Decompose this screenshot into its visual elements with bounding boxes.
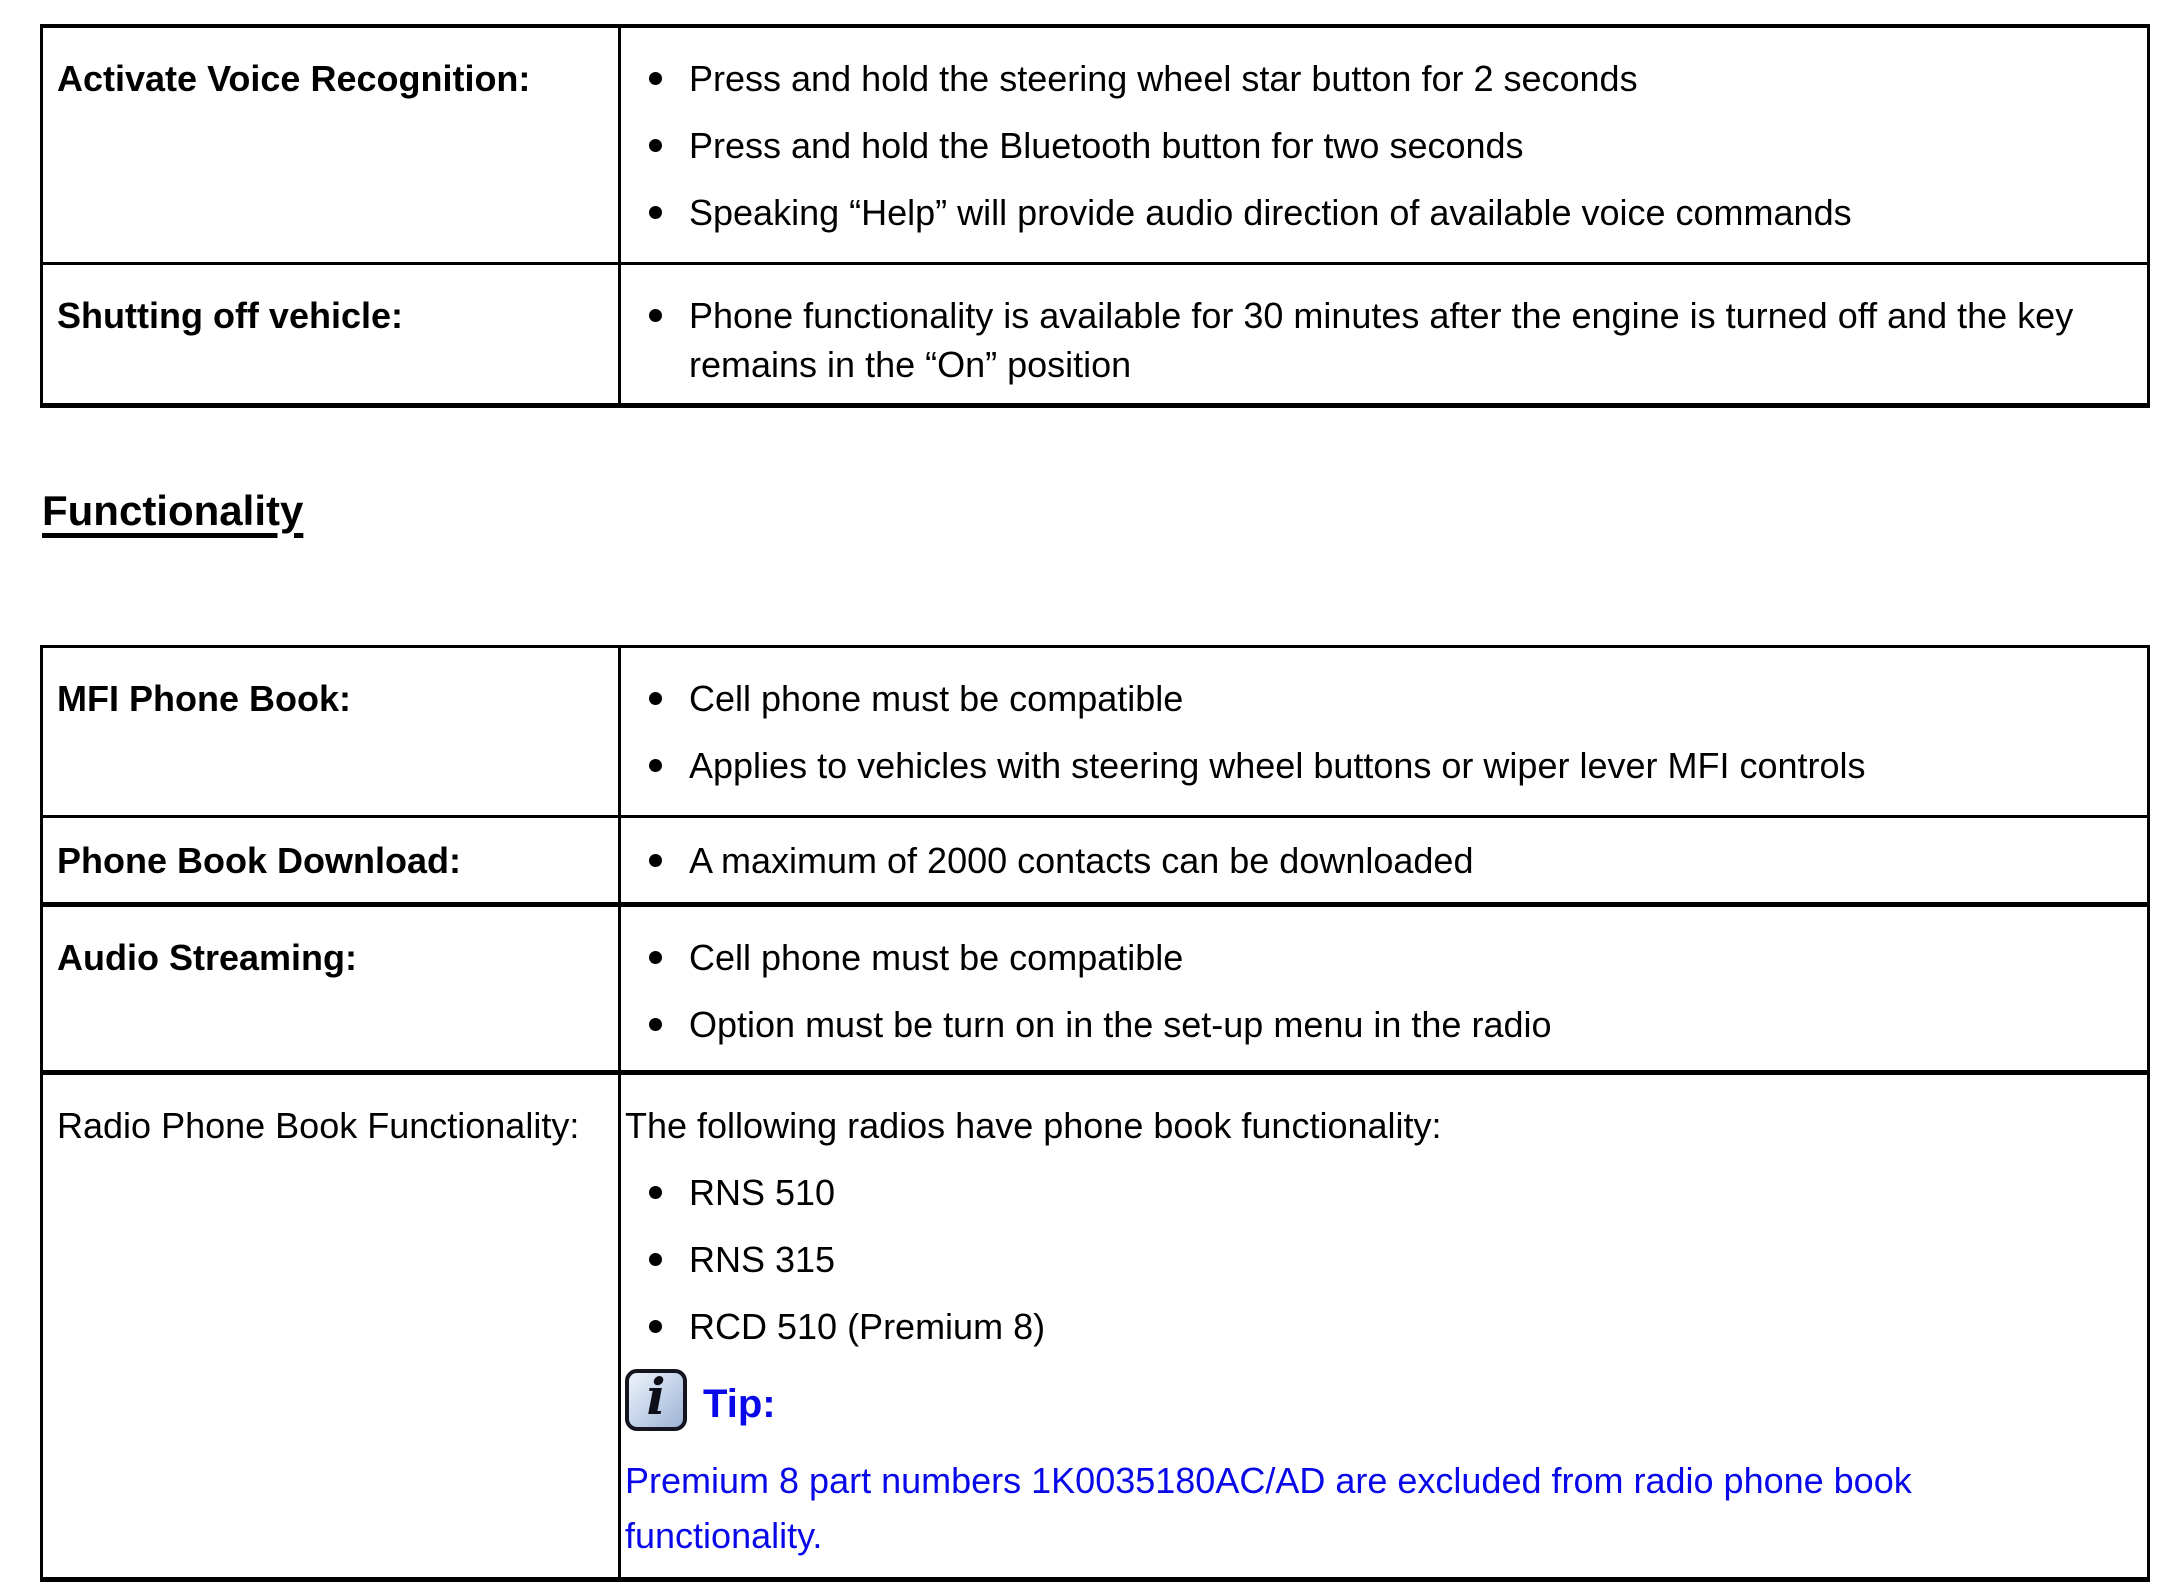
row-label-mfi-phone-book: MFI Phone Book:	[42, 647, 620, 817]
functionality-table	[40, 645, 2150, 1582]
list-item: Press and hold the Bluetooth button for two seconds	[625, 121, 2119, 170]
bullet-list	[625, 1168, 2119, 1351]
list-item: RCD 510 (Premium 8)	[625, 1302, 2119, 1351]
bullet-list	[625, 54, 2119, 237]
list-item: Applies to vehicles with steering wheel buttons or wiper lever MFI controls	[625, 741, 2119, 790]
table-row	[42, 26, 2149, 263]
list-item: Press and hold the steering wheel star button for 2 seconds	[625, 54, 2119, 103]
bullet-list	[625, 933, 2119, 1049]
row-content-cell	[620, 263, 2149, 405]
bullet-list	[625, 674, 2119, 790]
info-icon	[625, 1369, 687, 1431]
list-item: Phone functionality is available for 30 minutes after the engine is turned off and the key remains in the “On” position	[625, 291, 2119, 389]
table-row	[42, 1073, 2149, 1580]
row-content-cell	[620, 1073, 2149, 1580]
row-label-activate-voice-recognition: Activate Voice Recognition:	[42, 26, 620, 263]
list-item: Speaking “Help” will provide audio direction of available voice commands	[625, 188, 2119, 237]
list-item: RNS 510	[625, 1168, 2119, 1217]
row-label-audio-streaming: Audio Streaming:	[42, 905, 620, 1073]
table-row	[42, 817, 2149, 905]
list-item: RNS 315	[625, 1235, 2119, 1284]
tip-row	[625, 1369, 2119, 1431]
table-row	[42, 263, 2149, 405]
bullet-list	[625, 291, 2119, 389]
row-content-cell	[620, 905, 2149, 1073]
row-label-phone-book-download: Phone Book Download:	[42, 817, 620, 905]
info-icon-glyph: i	[646, 1367, 666, 1426]
row-label-radio-phone-book-functionality: Radio Phone Book Functionality:	[42, 1073, 620, 1580]
table-row	[42, 905, 2149, 1073]
tip-text: Premium 8 part numbers 1K0035180AC/AD are excluded from radio phone book functionality.	[625, 1460, 1912, 1556]
list-item: A maximum of 2000 contacts can be downloaded	[625, 836, 2119, 885]
table-row	[42, 647, 2149, 817]
row-content-cell	[620, 647, 2149, 817]
voice-recognition-table	[40, 24, 2150, 408]
bullet-list	[625, 836, 2119, 885]
row-content-cell	[620, 817, 2149, 905]
list-item: Cell phone must be compatible	[625, 674, 2119, 723]
list-item: Option must be turn on in the set-up menu in the radio	[625, 1000, 2119, 1049]
list-item: Cell phone must be compatible	[625, 933, 2119, 982]
row-content-cell	[620, 26, 2149, 263]
row-label-shutting-off-vehicle: Shutting off vehicle:	[42, 263, 620, 405]
radio-list-intro: The following radios have phone book functionality:	[625, 1105, 1442, 1146]
tip-label: Tip:	[703, 1382, 776, 1426]
section-heading-functionality: Functionality	[42, 487, 304, 534]
